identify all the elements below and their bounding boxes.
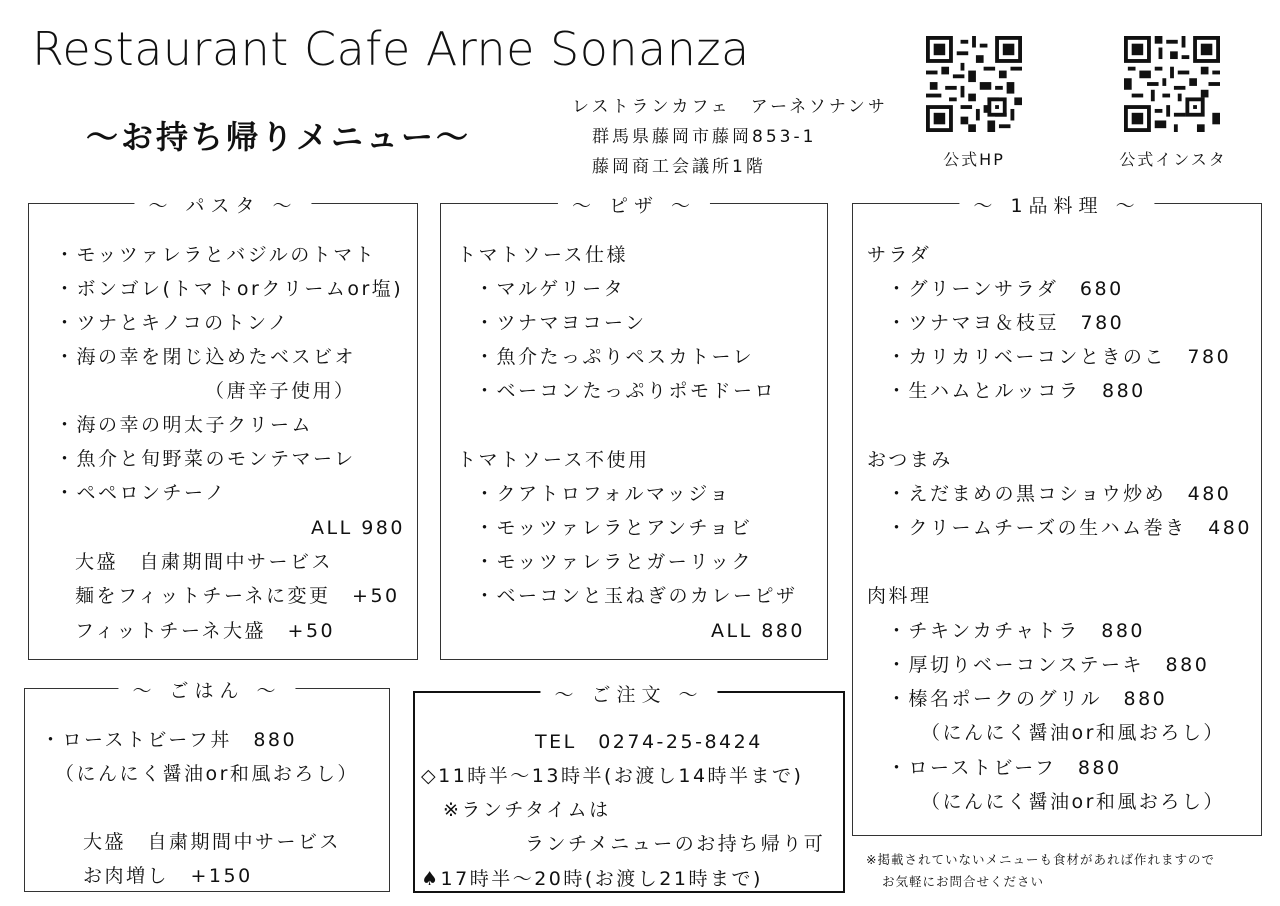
section-title: ～ ご注文 ～ xyxy=(540,680,717,707)
menu-item: ・ベーコンたっぷりポモドーロ xyxy=(475,380,777,402)
menu-item: ・モッツァレラとアンチョビ xyxy=(475,517,753,539)
price-all: ALL 980 xyxy=(311,517,405,539)
subsection-heading: おつまみ xyxy=(867,449,953,471)
menu-item: ・ツナマヨコーン xyxy=(475,312,647,334)
menu-item: ・海の幸の明太子クリーム xyxy=(55,414,314,436)
menu-item: ・クアトロフォルマッジョ xyxy=(475,483,731,505)
qr-instagram[interactable] xyxy=(1124,36,1220,132)
dinner-hours: ♠17時半～20時(お渡し21時まで) xyxy=(421,868,763,890)
takeout-menu-heading: ～お持ち帰りメニュー～ xyxy=(86,118,472,156)
restaurant-title: Restaurant Cafe Arne Sonanza xyxy=(32,22,750,76)
menu-item: ・クリームチーズの生ハム巻き 480 xyxy=(887,517,1252,539)
section-title: ～ ピザ ～ xyxy=(558,191,710,218)
option-item: お肉増し +150 xyxy=(83,865,253,887)
address-floor: 藤岡商工会議所1階 xyxy=(592,157,766,177)
subsection-heading: 肉料理 xyxy=(867,585,932,607)
qr-homepage[interactable] xyxy=(926,36,1022,132)
menu-item-note: （にんにく醤油or和風おろし） xyxy=(55,763,359,785)
menu-item: ・ボンゴレ(トマトorクリームor塩) xyxy=(55,278,404,300)
menu-item: ・ツナマヨ＆枝豆 780 xyxy=(887,312,1125,334)
order-section xyxy=(413,684,845,893)
lunch-note: ※ランチタイムは xyxy=(443,799,611,821)
service-note: 大盛 自粛期間中サービス xyxy=(83,831,342,853)
lunch-note-detail: ランチメニューのお持ち帰り可 xyxy=(525,833,826,855)
menu-item-note: （にんにく醤油or和風おろし） xyxy=(921,791,1225,813)
section-title: ～ パスタ ～ xyxy=(134,191,311,218)
menu-item: ・カリカリベーコンときのこ 780 xyxy=(887,346,1232,368)
restaurant-name-kana: レストランカフェ アーネソナンサ xyxy=(572,97,888,117)
menu-item: ・魚介と旬野菜のモンテマーレ xyxy=(55,448,356,470)
menu-item: ・海の幸を閉じ込めたベスビオ xyxy=(55,346,357,368)
menu-item: ・厚切りベーコンステーキ 880 xyxy=(887,654,1210,676)
qr-code-icon xyxy=(926,36,1022,132)
service-note: 大盛 自粛期間中サービス xyxy=(75,551,334,573)
dishes-section xyxy=(852,195,1262,836)
menu-item: ・生ハムとルッコラ 880 xyxy=(887,380,1146,402)
menu-item: ・えだまめの黒コショウ炒め 480 xyxy=(887,483,1232,505)
menu-item: ・ペペロンチーノ xyxy=(55,482,227,504)
address-line: 群馬県藤岡市藤岡853-1 xyxy=(592,127,817,147)
menu-item-note: （唐辛子使用） xyxy=(205,380,356,402)
option-item: フィットチーネ大盛 +50 xyxy=(75,620,336,642)
menu-item-note: （にんにく醤油or和風おろし） xyxy=(921,722,1225,744)
subsection-heading: サラダ xyxy=(867,244,932,266)
section-title: ～ 1品料理 ～ xyxy=(959,191,1154,218)
pizza-section xyxy=(440,195,828,660)
section-title: ～ ごはん ～ xyxy=(118,676,295,703)
menu-item: ・ツナとキノコのトンノ xyxy=(55,312,290,334)
menu-item: ・榛名ポークのグリル 880 xyxy=(887,688,1168,710)
menu-item: ・グリーンサラダ 680 xyxy=(887,278,1124,300)
menu-item: ・マルゲリータ xyxy=(475,278,626,300)
menu-item: ・魚介たっぷりペスカトーレ xyxy=(475,346,755,368)
menu-item: ・ベーコンと玉ねぎのカレーピザ xyxy=(475,585,798,607)
menu-item: ・モッツァレラとガーリック xyxy=(475,551,753,573)
qr-label-instagram: 公式インスタ xyxy=(1119,150,1227,169)
subsection-heading: トマトソース不使用 xyxy=(457,449,650,471)
pasta-section xyxy=(28,195,418,660)
footnote-contact: お気軽にお問合せください xyxy=(882,874,1045,889)
phone-number[interactable]: TEL 0274-25-8424 xyxy=(535,731,763,753)
price-all: ALL 880 xyxy=(711,620,805,642)
qr-label-homepage: 公式HP xyxy=(943,150,1005,169)
subsection-heading: トマトソース仕様 xyxy=(457,244,629,266)
lunch-hours: ◇11時半～13時半(お渡し14時半まで) xyxy=(421,765,804,787)
option-item: 麺をフィットチーネに変更 +50 xyxy=(75,585,400,607)
menu-item: ・ローストビーフ丼 880 xyxy=(41,729,298,751)
menu-item: ・チキンカチャトラ 880 xyxy=(887,620,1146,642)
menu-item: ・ローストビーフ 880 xyxy=(887,757,1122,779)
rice-section xyxy=(24,680,390,892)
menu-item: ・モッツァレラとバジルのトマト xyxy=(55,244,377,266)
footnote: ※掲載されていないメニューも食材があれば作れますので xyxy=(866,852,1215,867)
qr-code-icon xyxy=(1124,36,1220,132)
